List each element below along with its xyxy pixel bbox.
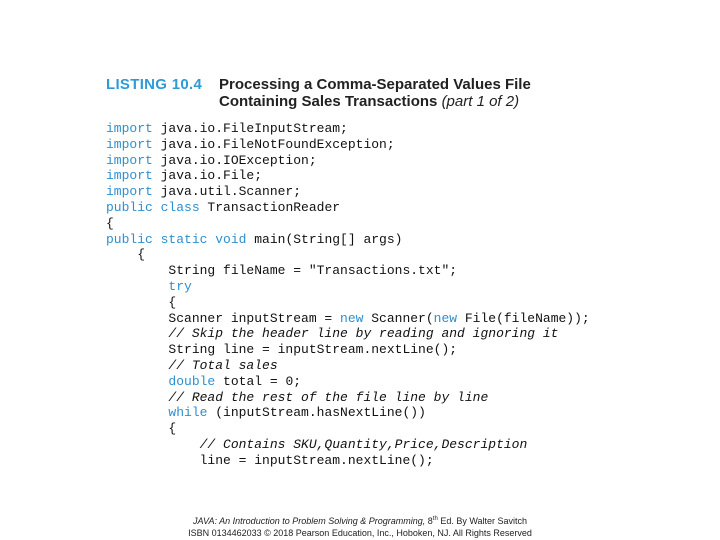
footer-edition-rest: Ed. By Walter Savitch bbox=[437, 516, 528, 526]
code-keyword: while bbox=[168, 405, 208, 421]
code-text: java.io.File; bbox=[152, 168, 263, 184]
code-keyword: new bbox=[433, 310, 458, 326]
code-line bbox=[106, 200, 626, 216]
code-keyword: double bbox=[168, 373, 216, 389]
code-line bbox=[106, 374, 626, 390]
code-line bbox=[106, 232, 626, 248]
footer-edition-number: 8 bbox=[425, 516, 433, 526]
code-line bbox=[106, 437, 626, 453]
listing-title bbox=[219, 76, 659, 110]
code-text bbox=[106, 374, 168, 389]
code-text: (inputStream.hasNextLine()) bbox=[207, 405, 426, 421]
code-keyword: public class bbox=[106, 199, 200, 215]
code-line bbox=[106, 153, 626, 169]
footer-edition-sup: th bbox=[432, 516, 438, 522]
code-line bbox=[106, 421, 626, 437]
code-text: java.io.IOException; bbox=[152, 152, 317, 168]
footer-citation bbox=[0, 513, 720, 539]
code-keyword: import bbox=[106, 152, 153, 168]
code-comment: // Contains SKU,Quantity,Price,Description bbox=[106, 436, 528, 452]
code-line bbox=[106, 247, 626, 263]
code-text: Scanner( bbox=[363, 310, 434, 326]
code-line bbox=[106, 326, 626, 342]
code-line bbox=[106, 121, 626, 137]
code-text bbox=[106, 279, 168, 294]
code-text: File(fileName)); bbox=[457, 310, 590, 326]
code-text: line = inputStream.nextLine(); bbox=[106, 452, 434, 468]
code-listing bbox=[106, 121, 626, 469]
code-text: java.io.FileNotFoundException; bbox=[152, 136, 395, 152]
code-line bbox=[106, 311, 626, 327]
code-comment: // Read the rest of the file line by line bbox=[106, 389, 489, 405]
listing-title-line2-text: Containing Sales Transactions bbox=[219, 93, 438, 110]
code-keyword: import bbox=[106, 168, 153, 184]
code-line bbox=[106, 453, 626, 469]
code-line bbox=[106, 184, 626, 200]
code-keyword: import bbox=[106, 121, 153, 136]
code-text: java.io.FileInputStream; bbox=[152, 121, 348, 136]
code-comment: // Skip the header line by reading and ignoring it bbox=[106, 326, 559, 342]
code-line bbox=[106, 405, 626, 421]
code-keyword: import bbox=[106, 136, 153, 152]
code-text: main(String[] args) bbox=[246, 231, 403, 247]
code-line bbox=[106, 390, 626, 406]
code-line bbox=[106, 216, 626, 232]
code-text: { bbox=[106, 247, 146, 263]
code-text: java.util.Scanner; bbox=[152, 184, 302, 200]
code-line bbox=[106, 295, 626, 311]
code-keyword: public static void bbox=[106, 231, 247, 247]
code-text: Scanner inputStream = bbox=[106, 310, 341, 326]
code-line bbox=[106, 137, 626, 153]
code-line bbox=[106, 263, 626, 279]
code-text: String fileName = "Transactions.txt"; bbox=[106, 263, 458, 279]
code-line bbox=[106, 342, 626, 358]
footer-book-title: JAVA: An Introduction to Problem Solving & Programming, bbox=[192, 516, 426, 526]
code-text: String line = inputStream.nextLine(); bbox=[106, 342, 458, 358]
listing-title-line2 bbox=[219, 93, 659, 110]
listing-title-part: (part 1 of 2) bbox=[441, 93, 520, 110]
code-text bbox=[106, 405, 168, 420]
code-text: { bbox=[106, 294, 177, 310]
code-line bbox=[106, 358, 626, 374]
code-line bbox=[106, 279, 626, 295]
code-text: total = 0; bbox=[215, 373, 302, 389]
code-text: { bbox=[106, 215, 114, 231]
code-keyword: new bbox=[340, 310, 364, 326]
code-text: { bbox=[106, 421, 177, 437]
code-comment: // Total sales bbox=[106, 357, 278, 373]
code-text: TransactionReader bbox=[199, 199, 341, 215]
code-line bbox=[106, 168, 626, 184]
listing-label: LISTING 10.4 bbox=[106, 76, 203, 93]
footer-line1 bbox=[0, 513, 720, 527]
listing-title-line1: Processing a Comma-Separated Values File bbox=[219, 76, 531, 93]
code-keyword: try bbox=[168, 278, 192, 294]
code-keyword: import bbox=[106, 184, 153, 200]
footer-line2: ISBN 0134462033 © 2018 Pearson Education, Inc., Hoboken, NJ. All Rights Reserved bbox=[188, 528, 532, 538]
